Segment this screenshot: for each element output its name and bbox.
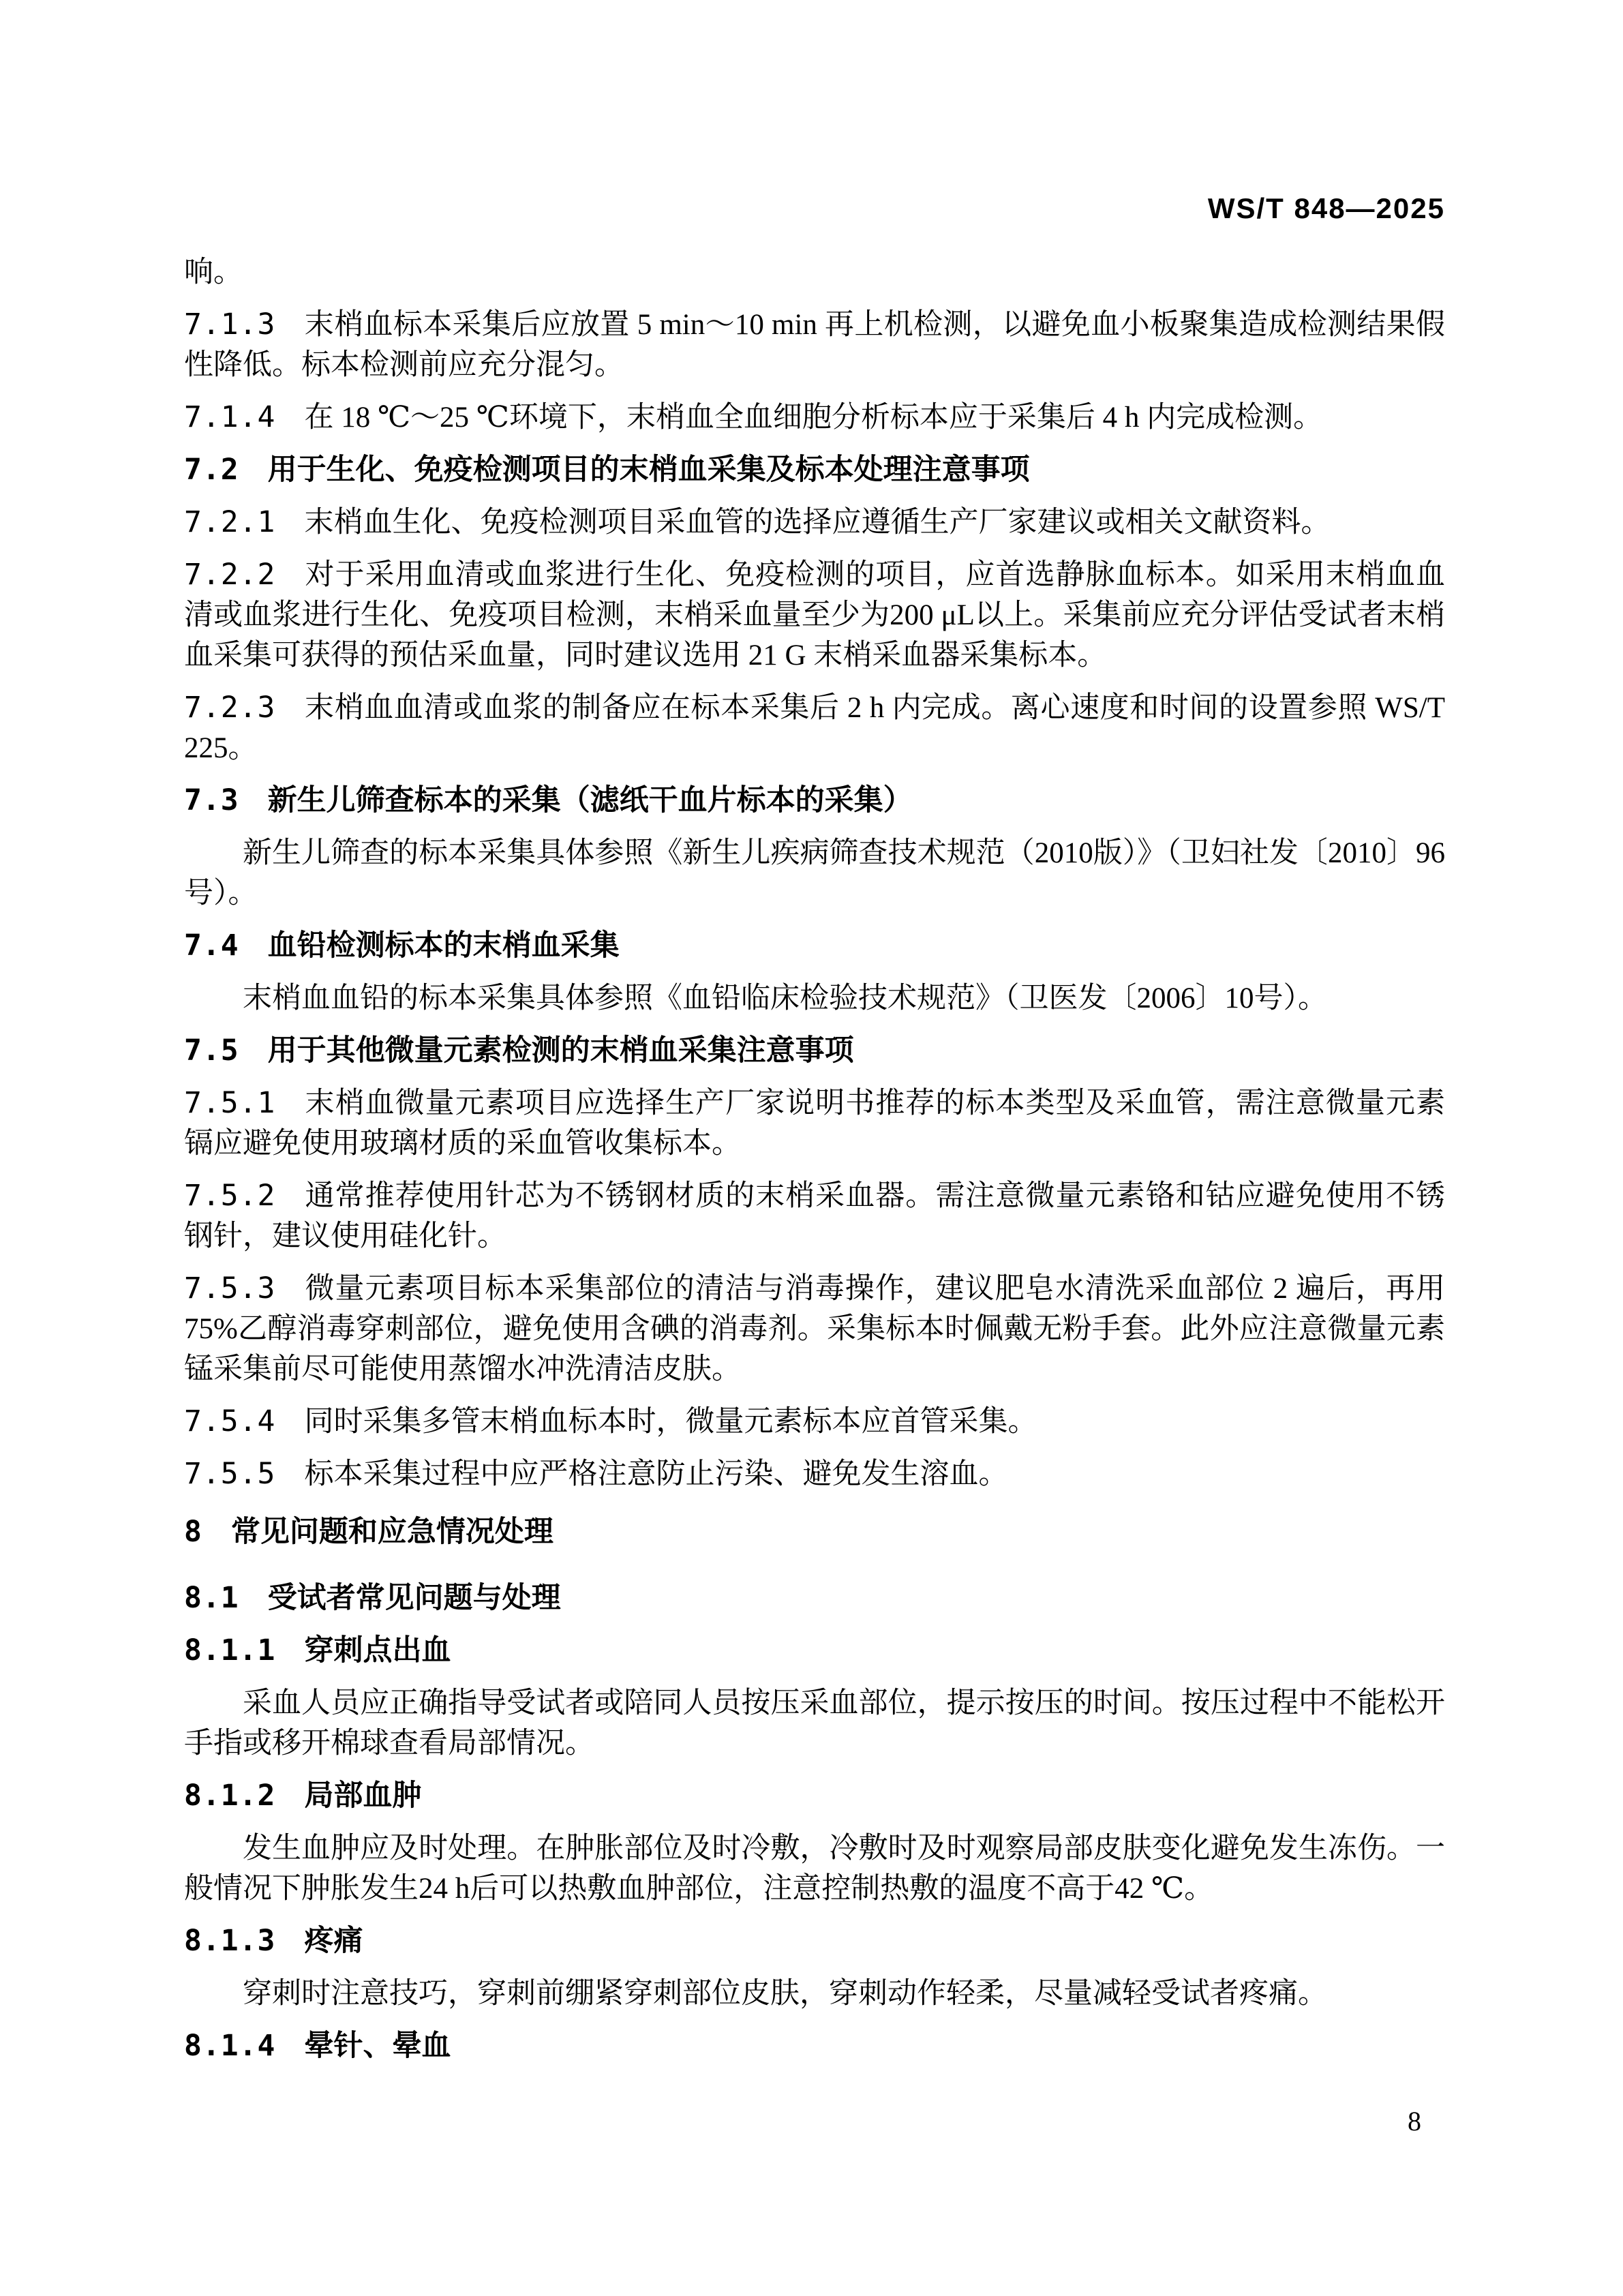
section-title: 疼痛 [304,1924,363,1957]
clause-text: 标本采集过程中应严格注意防止污染、避免发生溶血。 [304,1458,1008,1490]
clause-7-5-1 [184,1083,1445,1164]
section-heading-7-3 [184,781,1445,821]
section-title: 用于生化、免疫检测项目的末梢血采集及标本处理注意事项 [267,453,1030,486]
section-heading-8-1 [184,1578,1445,1618]
clause-7-1-3 [184,305,1445,385]
clause-text: 末梢血血清或血浆的制备应在标本采集后 2 h 内完成。离心速度和时间的设置参照 WS/T 225。 [184,692,1445,764]
chapter-number: 8 [184,1515,202,1549]
chapter-heading-8 [184,1512,1445,1552]
section-heading-7-4 [184,926,1445,966]
clause-text: 末梢血微量元素项目应选择生产厂家说明书推荐的标本类型及采血管，需注意微量元素镉应避免使用玻璃材质的采血管收集标本。 [184,1087,1445,1160]
section-number: 8.1 [184,1581,239,1615]
paragraph-8-1-3: 穿刺时注意技巧，穿刺前绷紧穿刺部位皮肤，穿刺动作轻柔，尽量减轻受试者疼痛。 [243,1978,1327,2010]
section-number: 7.2 [184,453,239,487]
section-heading-7-5 [184,1031,1445,1071]
clause-7-5-4 [184,1402,1445,1442]
paragraph-7-3: 新生儿筛查的标本采集具体参照《新生儿疾病筛查技术规范（2010版）》（卫妇社发〔2010〕96号）。 [184,837,1445,909]
clause-text: 微量元素项目标本采集部位的清洁与消毒操作，建议肥皂水清洗采血部位 2 遍后，再用 75%乙醇消毒穿刺部位，避免使用含碘的消毒剂。采集标本时佩戴无粉手套。此外应注意微量元素锰采集前尽可能使用蒸馏水冲洗清洁皮肤。 [184,1273,1445,1385]
paragraph-8-1-2: 发生血肿应及时处理。在肿胀部位及时冷敷，冷敷时及时观察局部皮肤变化避免发生冻伤。一般情况下肿胀发生24 h后可以热敷血肿部位，注意控制热敷的温度不高于42 ℃。 [184,1832,1445,1905]
standard-number: WS/T 848—2025 [1207,192,1445,224]
clause-number: 7.2.3 [184,691,276,725]
clause-number: 7.5.5 [184,1457,276,1491]
section-number: 8.1.1 [184,1633,276,1667]
clause-number: 7.1.4 [184,400,276,434]
paragraph-7-4: 末梢血血铅的标本采集具体参照《血铅临床检验技术规范》（卫医发〔2006〕10号）。 [243,982,1327,1014]
section-heading-8-1-1 [184,1631,1445,1671]
section-title: 受试者常见问题与处理 [267,1582,561,1614]
section-title: 血铅检测标本的末梢血采集 [267,929,620,962]
clause-text: 末梢血生化、免疫检测项目采血管的选择应遵循生产厂家建议或相关文献资料。 [304,507,1331,539]
clause-number: 7.5.2 [184,1179,276,1213]
section-number: 7.5 [184,1033,239,1068]
document-body [184,252,1445,2079]
section-number: 7.4 [184,928,239,963]
section-heading-8-1-4 [184,2026,1445,2066]
clause-number: 7.5.1 [184,1086,276,1120]
clause-7-2-3 [184,688,1445,768]
clause-7-2-2 [184,555,1445,676]
section-title: 晕针、晕血 [304,2029,451,2062]
clause-7-5-3 [184,1269,1445,1389]
clause-text: 对于采用血清或血浆进行生化、免疫检测的项目，应首选静脉血标本。如采用末梢血血清或血浆进行生化、免疫项目检测，末梢采血量至少为200 μL以上。采集前应充分评估受试者末梢血采集可获得的预估采血量，同时建议选用 21 G 末梢采血器采集标本。 [184,559,1445,671]
clause-number: 7.5.4 [184,1404,276,1438]
section-number: 8.1.3 [184,1924,276,1958]
clause-number: 7.2.2 [184,558,276,592]
paragraph-continuation: 响。 [184,256,243,288]
section-title: 穿刺点出血 [304,1634,451,1667]
clause-text: 通常推荐使用针芯为不锈钢材质的末梢采血器。需注意微量元素铬和钴应避免使用不锈钢针，建议使用硅化针。 [184,1180,1445,1252]
section-heading-8-1-3 [184,1921,1445,1961]
page-footer [1408,2105,1421,2137]
clause-text: 同时采集多管末梢血标本时，微量元素标本应首管采集。 [304,1406,1037,1438]
paragraph-8-1-1: 采血人员应正确指导受试者或陪同人员按压采血部位，提示按压的时间。按压过程中不能松开手指或移开棉球查看局部情况。 [184,1687,1445,1759]
section-title: 用于其他微量元素检测的末梢血采集注意事项 [267,1034,854,1067]
section-heading-8-1-2 [184,1776,1445,1816]
section-number: 8.1.4 [184,2029,276,2063]
clause-number: 7.2.1 [184,505,276,539]
clause-number: 7.5.3 [184,1271,276,1305]
section-title: 局部血肿 [304,1779,422,1812]
clause-7-2-1 [184,502,1445,543]
page-number: 8 [1408,2106,1421,2136]
section-number: 8.1.2 [184,1779,276,1813]
clause-7-1-4 [184,397,1445,438]
document-header [1208,192,1445,225]
section-number: 7.3 [184,783,239,817]
section-heading-7-2 [184,450,1445,490]
clause-7-5-5 [184,1454,1445,1494]
clause-text: 在 18 ℃～25 ℃环境下，末梢血全血细胞分析标本应于采集后 4 h 内完成检测。 [304,402,1323,434]
clause-number: 7.1.3 [184,307,276,342]
chapter-title: 常见问题和应急情况处理 [230,1515,553,1548]
section-title: 新生儿筛查标本的采集（滤纸干血片标本的采集） [267,784,913,817]
clause-text: 末梢血标本采集后应放置 5 min～10 min 再上机检测，以避免血小板聚集造成检测结果假性降低。标本检测前应充分混匀。 [184,309,1445,381]
clause-7-5-2 [184,1176,1445,1256]
